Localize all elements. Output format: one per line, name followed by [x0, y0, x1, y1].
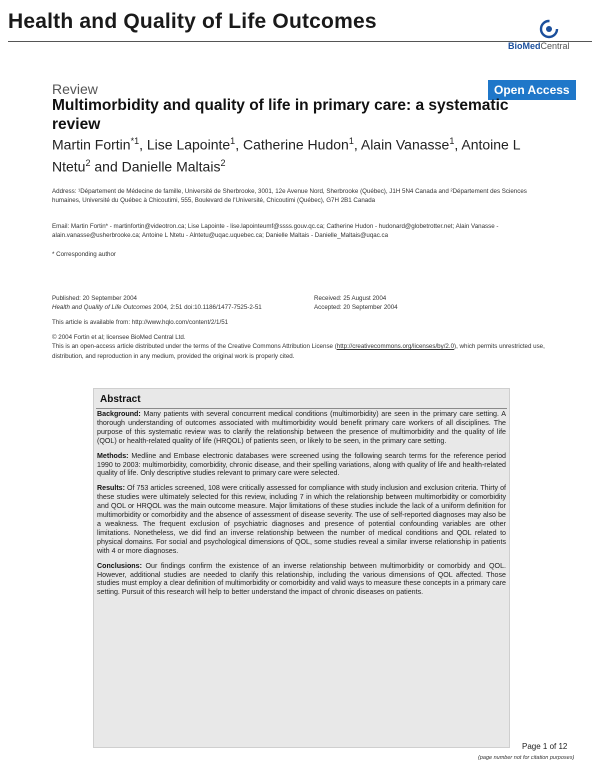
received-date: Received: 25 August 2004 [314, 295, 387, 302]
abstract-section [97, 484, 506, 555]
abstract-section [97, 452, 506, 479]
author-name: Antoine L Ntetu [52, 136, 520, 175]
abstract-section-label: Background: [97, 410, 141, 418]
author-affiliation-mark: 2 [220, 157, 226, 168]
abstract-section-text: Many patients with several concurrent medical conditions (multimorbidity) are seen in the primary care setting. A thorough understanding of outcomes associated with multimorbidity would benefit primary care workers of all disciplines. The purpose of this systematic review was to clarify the relationship between the presence of multimorbidity and the quality of life (QOL) or health-related quality of life (HRQOL) of patients seen, or likely to be seen, in the primary care setting. [97, 410, 506, 445]
corresponding-author-note: * Corresponding author [52, 251, 116, 258]
author-affiliation-mark: 1 [348, 136, 354, 146]
abstract-section [97, 410, 506, 446]
biomed-wordmark: BioMedCentral [508, 41, 570, 51]
article-url[interactable]: This article is available from: http://www.hqlo.com/content/2/1/51 [52, 319, 229, 326]
page-number: Page 1 of 12 [522, 742, 568, 751]
author-separator: , [235, 136, 243, 153]
copyright: © 2004 Fortin et al; licensee BioMed Central Ltd. [52, 334, 186, 341]
author-name: Catherine Hudon [242, 136, 349, 153]
abstract-section-text: Of 753 articles screened, 108 were critically assessed for compliance with study inclusion and exclusion criteria. Thirty of these studies were ultimately selected for this review, including 7 in which the relationship between multimorbidity or comorbidity and QOL or HRQOL was the main outcome measure. Major limitations of these studies include the lack of a uniform definition for multimorbidity or comorbidity and the absence of assessment of disease severity. The use of self-reported diagnoses may also be a weakness. The frequent exclusion of psychiatric diagnoses and presence of potential confounding variables are other limitations. Nonetheless, we did find an inverse relationship between the number of medical conditions and QOL related to physical domains. For social and psychological dimensions of QOL, some studies reveal a similar inverse relationship in patients with 4 or more diagnoses. [97, 484, 506, 555]
article-type: Review [52, 81, 98, 97]
publication-info [52, 294, 312, 313]
citation-details: 2004, 2:51 doi:10.1186/1477-7525-2-51 [151, 304, 262, 312]
author-name: Danielle Maltais [121, 158, 221, 175]
author-affiliation-mark: 1 [230, 136, 236, 146]
abstract-section-text: Our findings confirm the existence of an inverse relationship between multimorbidity or comorbidy and QOL. However, additional studies are needed to clarify this relationship, including the various dimensions of QOL affected. Those studies must employ a clear definition of multimorbidity or comorbidity and valid ways to measure these concepts in a primary care setting. Pursuit of this research will help to better understand the impact of chronic diseases on patients. [97, 561, 506, 597]
abstract-body [97, 410, 506, 603]
abstract-section-label: Results: [97, 484, 125, 493]
abstract-section-text: Medline and Embase electronic databases were screened using the following search terms for the reference period 1990 to 2003: multimorbidity, comorbidity, chronic disease, and their spelling variations, along with quality of life and health-related quality of life. Only descriptive studies relevant to primary care were selected. [97, 451, 506, 478]
author-affiliation-mark: 1 [449, 136, 455, 146]
page-number-note: (page number not for citation purposes) [478, 755, 575, 761]
abstract-section [97, 562, 506, 598]
author-separator: , [353, 136, 361, 153]
author-emails[interactable]: Email: Martin Fortin* - martinfortin@videotron.ca; Lise Lapointe - lise.lapointeumf@ssss.gouv.qc.ca; Catherine Hudon - hudonard@globetrotter.net; Alain Vanasse - alain.vanasse@usherbrooke.ca; Antoine L Ntetu - Alntetu@uqac.uquebec.ca; Danielle Maltais - Danielle_Maltais@uqac.ca [52, 223, 499, 240]
abstract-section-label: Conclusions: [97, 561, 142, 570]
citation-journal: Health and Quality of Life Outcomes [52, 304, 152, 312]
received-accepted-info [314, 294, 514, 313]
author-name: Lise Lapointe [146, 136, 231, 153]
license-link[interactable]: http://creativecommons.org/licenses/by/2.0 [336, 343, 455, 351]
author-list [52, 132, 552, 175]
abstract-divider [96, 408, 507, 409]
license-info [52, 333, 552, 361]
published-date: Published: 20 September 2004 [52, 295, 137, 302]
accepted-date: Accepted: 20 September 2004 [314, 304, 398, 312]
author-affiliation-mark: 2 [85, 157, 91, 168]
author-affiliation-mark: *1 [130, 136, 140, 146]
author-separator: and [90, 158, 122, 175]
biomed-ring-icon [538, 18, 560, 40]
citation [52, 303, 312, 312]
biomed-central-logo[interactable] [508, 18, 594, 58]
journal-title: Health and Quality of Life Outcomes [8, 10, 377, 33]
abstract-heading: Abstract [100, 394, 141, 405]
header-divider [8, 41, 592, 42]
abstract-box [93, 388, 510, 748]
author-name: Alain Vanasse [360, 136, 450, 153]
affiliations: Address: ¹Département de Médecine de famille, Université de Sherbrooke, 3001, 12e Avenue Nord, Sherbrooke (Québec), J1H 5N4 Canada and ²Département des Sciences humaines, Université du Québec à Chicoutimi, 555, Boulevard de l'Université, Chicoutimi (Québec), G7H 2B1 Canada [52, 188, 527, 205]
license-text: This is an open-access article distributed under the terms of the Creative Commons Attribution License (http://creativecommons.org/licenses/by/2.0), which permits unrestricted use, distribution, and reproduction in any medium, provided the original work is properly cited. [52, 343, 545, 360]
author-separator: , [454, 136, 462, 153]
author-separator: , [139, 136, 147, 153]
article-title: Multimorbidity and quality of life in primary care: a systematic review [52, 97, 509, 133]
author-name: Martin Fortin [52, 136, 131, 153]
abstract-section-label: Methods: [97, 451, 129, 460]
open-access-badge: Open Access [488, 80, 576, 100]
